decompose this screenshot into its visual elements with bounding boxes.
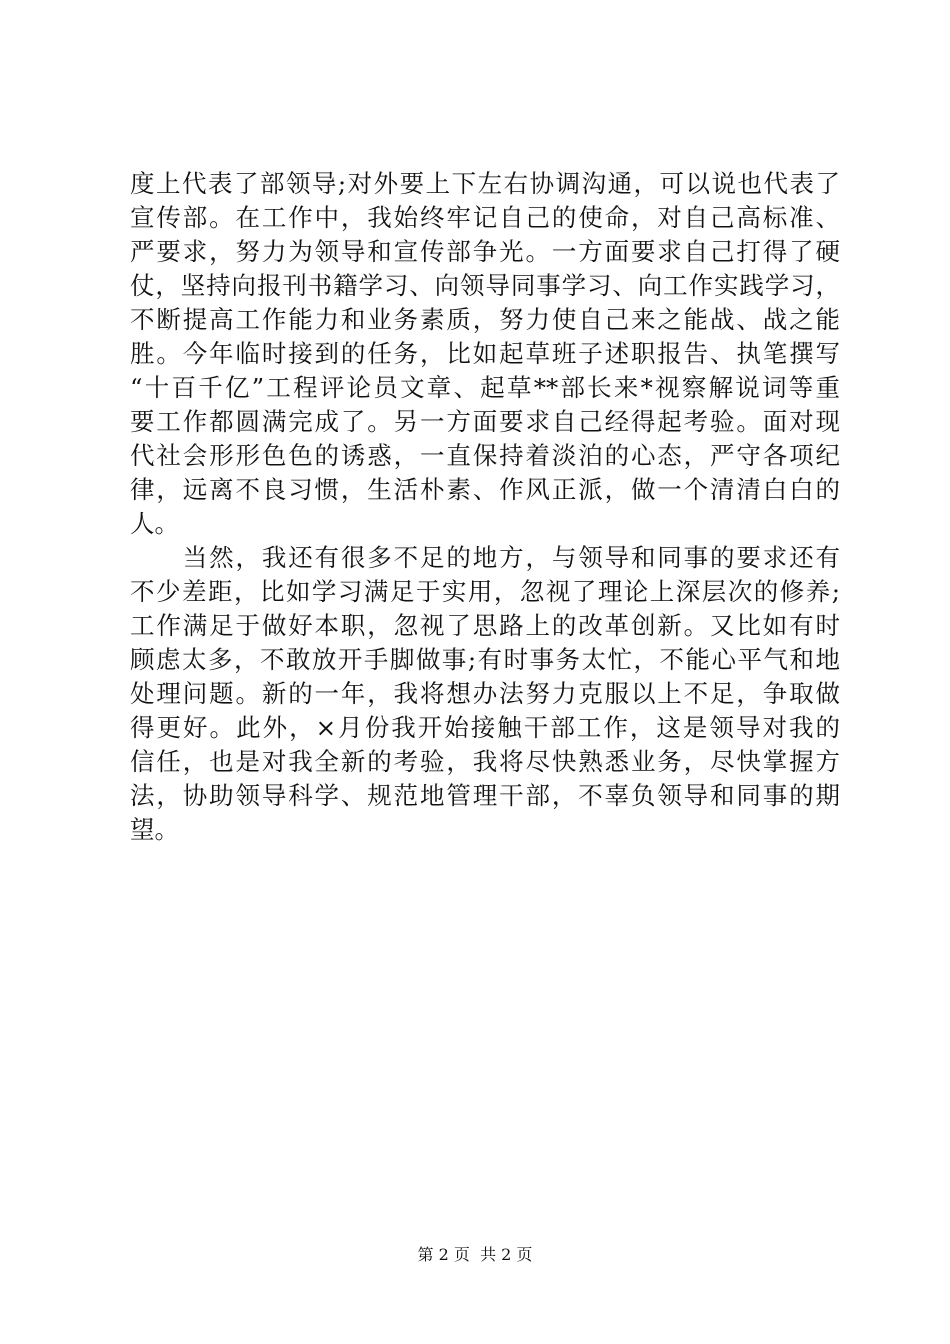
text-line: 宣传部。在工作中，我始终牢记自己的使命，对自己高标准、 bbox=[130, 203, 840, 232]
text-line: 望。 bbox=[130, 815, 179, 844]
text-line: 当然，我还有很多不足的地方，与领导和同事的要求还有 bbox=[130, 543, 840, 572]
text-line: 处理问题。新的一年，我将想办法努力克服以上不足，争取做 bbox=[130, 679, 840, 708]
text-line: 工作满足于做好本职，忽视了思路上的改革创新。又比如有时 bbox=[130, 611, 840, 640]
text-line: “十百千亿”工程评论员文章、起草**部长来*视察解说词等重 bbox=[130, 373, 840, 402]
text-line: 仗，坚持向报刊书籍学习、向领导同事学习、向工作实践学习， bbox=[130, 271, 840, 300]
text-line: 要工作都圆满完成了。另一方面要求自己经得起考验。面对现 bbox=[130, 407, 840, 436]
text-line: 顾虑太多，不敢放开手脚做事;有时事务太忙，不能心平气和地 bbox=[130, 645, 840, 674]
text-line: 代社会形形色色的诱惑，一直保持着淡泊的心态，严守各项纪 bbox=[130, 441, 840, 470]
text-line: 度上代表了部领导;对外要上下左右协调沟通，可以说也代表了 bbox=[130, 169, 840, 198]
text-line: 严要求，努力为领导和宣传部争光。一方面要求自己打得了硬 bbox=[130, 237, 840, 266]
document-body bbox=[130, 167, 840, 847]
text-line: 不断提高工作能力和业务素质，努力使自己来之能战、战之能 bbox=[130, 305, 840, 334]
text-line: 得更好。此外，×月份我开始接触干部工作，这是领导对我的 bbox=[130, 713, 840, 742]
page-footer: 第 2 页 共 2 页 bbox=[417, 1245, 533, 1264]
text-line: 人。 bbox=[130, 509, 179, 538]
text-line: 胜。今年临时接到的任务，比如起草班子述职报告、执笔撰写 bbox=[130, 339, 840, 368]
text-line: 法，协助领导科学、规范地管理干部，不辜负领导和同事的期 bbox=[130, 781, 840, 810]
text-line: 信任，也是对我全新的考验，我将尽快熟悉业务，尽快掌握方 bbox=[130, 747, 840, 776]
text-line: 律，远离不良习惯，生活朴素、作风正派，做一个清清白白的 bbox=[130, 475, 840, 504]
text-line: 不少差距，比如学习满足于实用，忽视了理论上深层次的修养; bbox=[130, 577, 840, 606]
